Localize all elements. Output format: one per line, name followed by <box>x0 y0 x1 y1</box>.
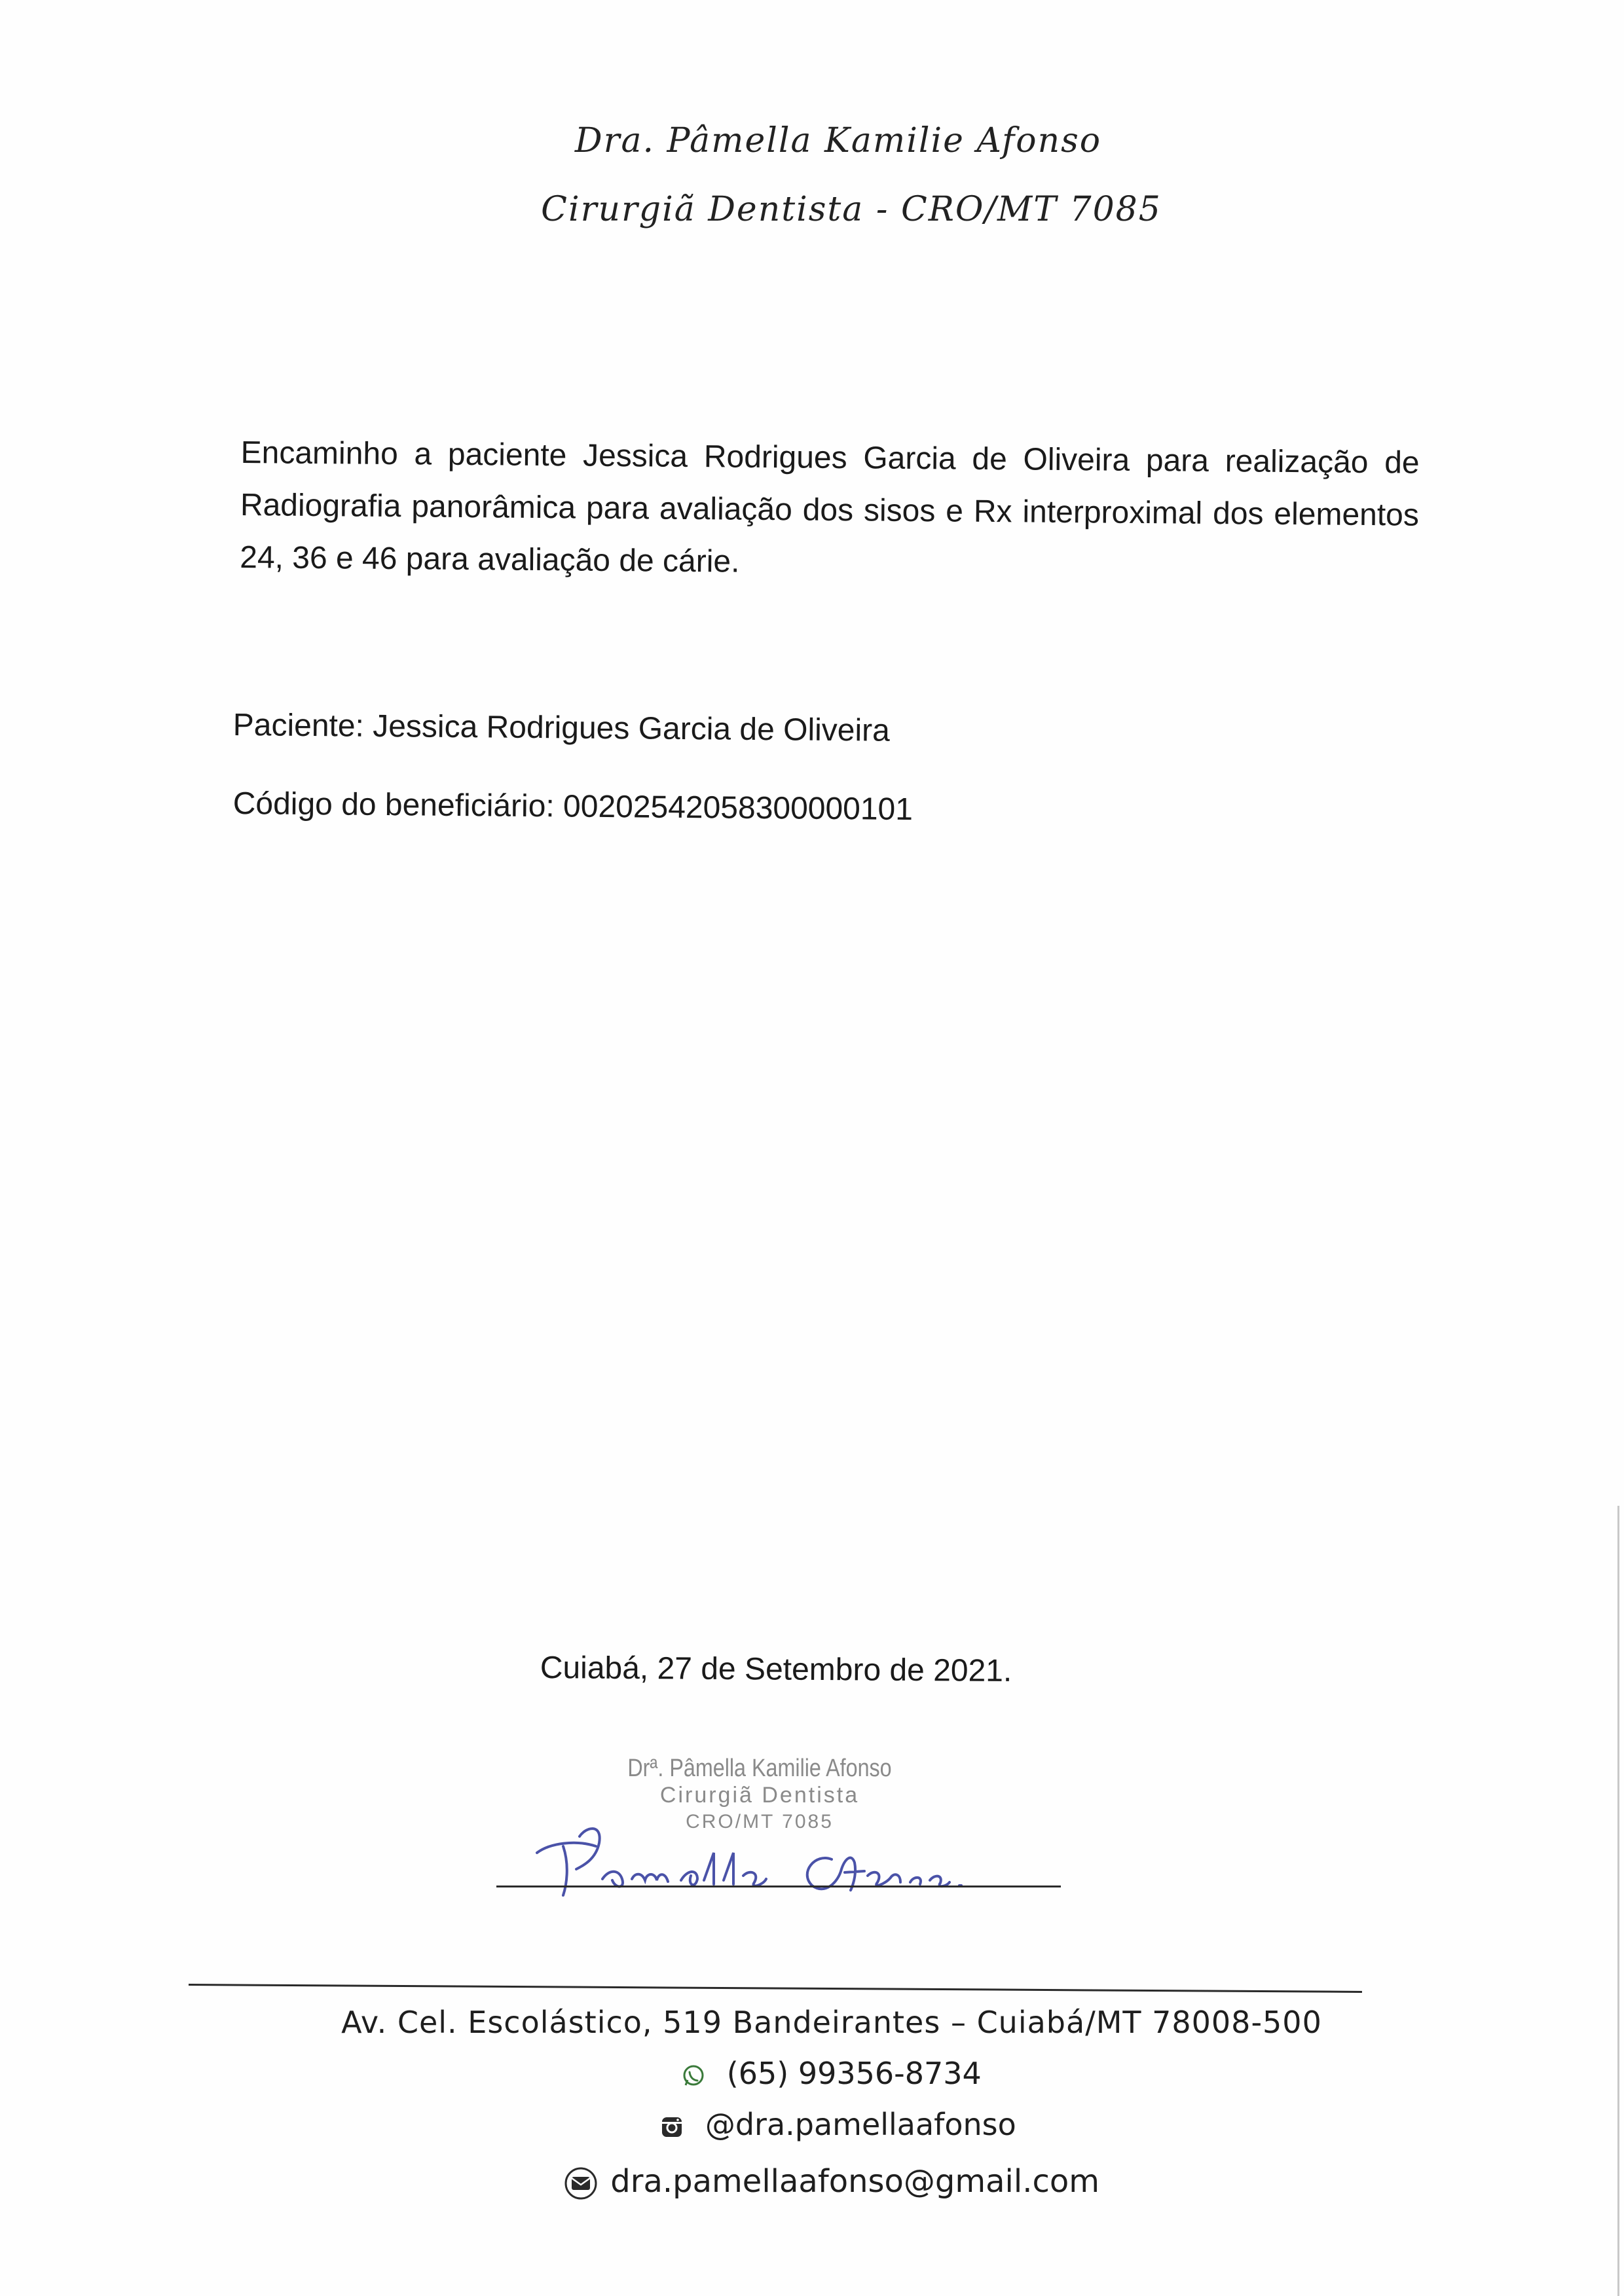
doctor-title: Cirurgiã Dentista - CRO/MT 7085 <box>541 190 1162 229</box>
footer-instagram-row <box>52 2099 1624 2150</box>
stamp-cro: CRO/MT 7085 <box>686 1811 834 1832</box>
whatsapp-icon <box>682 2064 705 2088</box>
footer-email: dra.pamellaafonso@gmail.com <box>610 2163 1099 2200</box>
footer-email-row <box>39 2150 1624 2213</box>
stamp-name: Drª. Pâmella Kamilie Afonso <box>627 1755 892 1782</box>
footer-phone: (65) 99356-8734 <box>726 2056 982 2091</box>
scan-edge-shadow <box>1617 1506 1619 2296</box>
footer <box>0 1997 1624 2213</box>
patient-line: Paciente: Jessica Rodrigues Garcia de Oliveira <box>232 708 891 748</box>
instagram-icon <box>660 2115 684 2139</box>
referral-paragraph: Encaminho a paciente Jessica Rodrigues Garcia de Oliveira para realização de Radiografia panorâmica para avaliação dos sisos e Rx interproximal dos elementos 24, 36 e 46 para avaliação de cárie. <box>240 435 1420 579</box>
footer-phone-row <box>39 2048 1624 2099</box>
email-icon <box>564 2166 598 2200</box>
handwritten-signature <box>524 1807 995 1905</box>
doctor-name: Dra. Pâmella Kamilie Afonso <box>574 121 1102 160</box>
signature-line <box>496 1886 1061 1887</box>
beneficiary-code-line: Código do beneficiário: 00202542058300000101 <box>232 786 913 828</box>
footer-divider <box>189 1984 1362 1993</box>
date-line: Cuiabá, 27 de Setembro de 2021. <box>540 1650 1012 1689</box>
footer-instagram: @dra.pamellaafonso <box>705 2107 1016 2142</box>
stamp-title: Cirurgiã Dentista <box>659 1783 860 1808</box>
footer-address: Av. Cel. Escolástico, 519 Bandeirantes – Cuiabá/MT 78008-500 <box>341 2005 1322 2040</box>
letterhead <box>0 121 1624 229</box>
